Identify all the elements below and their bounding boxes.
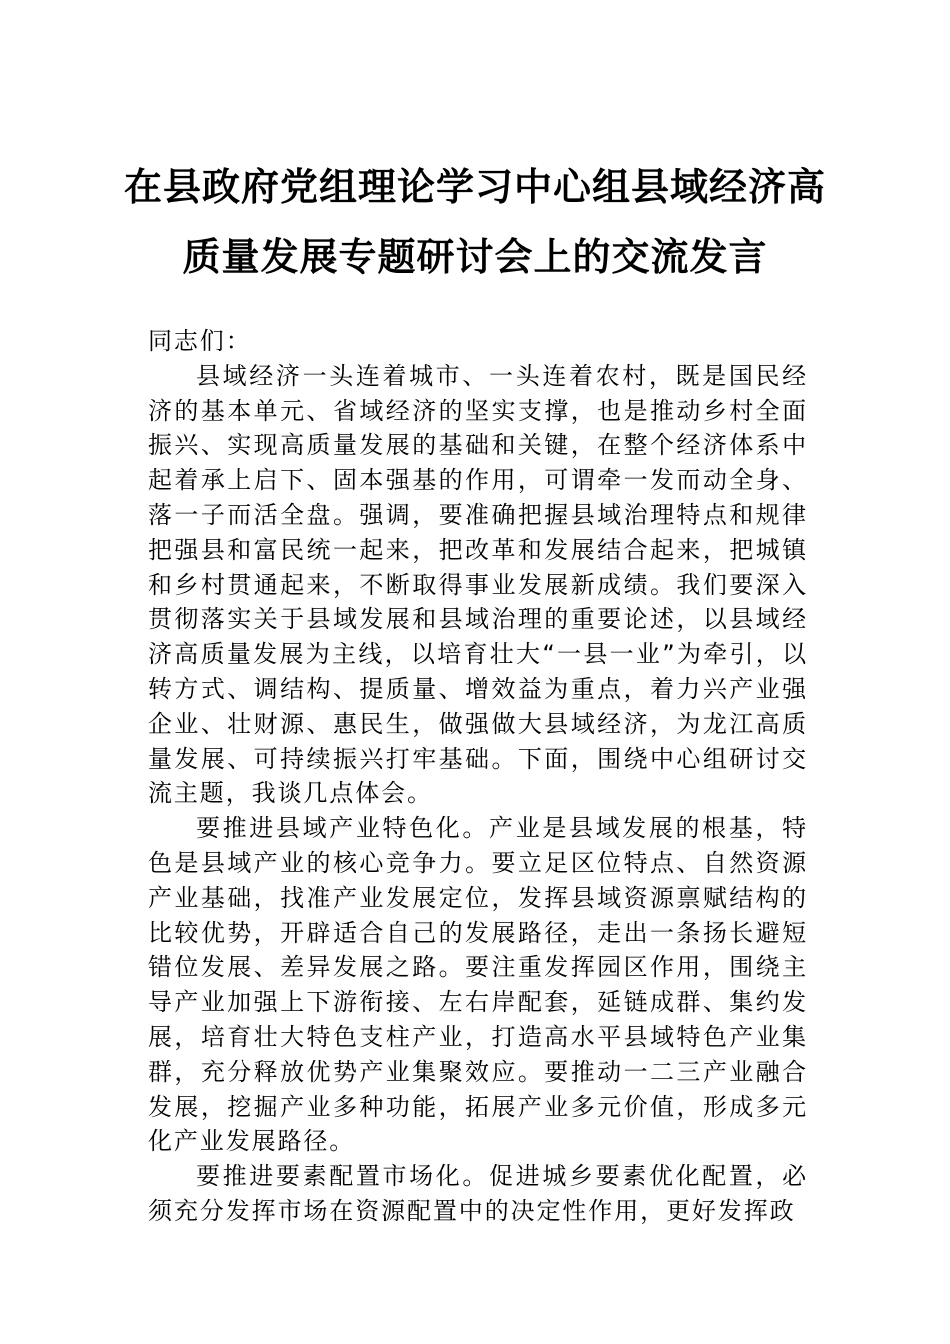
document-title (80, 152, 870, 292)
salutation: 同志们： (148, 327, 252, 355)
title-line-1: 在县政府党组理论学习中心组县域经济高 (123, 164, 826, 209)
title-line-2: 质量发展专题研讨会上的交流发言 (182, 234, 768, 279)
paragraph-intro: 县域经济一头连着城市、一头连着农村，既是国民经济的基本单元、省域经济的坚实支撑，也是推动乡村全面振兴、实现高质量发展的基础和关键，在整个经济体系中起着承上启下、固本强基的作用，可谓牵一发而动全身、落一子而活全盘。强调，要准确把握县域治理特点和规律把强县和富民统一起来，把改革和发展结合起来，把城镇和乡村贯通起来，不断取得事业发展新成绩。我们要深入贯彻落实关于县域发展和县域治理的重要论述，以县域经济高质量发展为主线，以培育壮大“一县一业”为牵引，以转方式、调结构、提质量、增效益为重点，着力兴产业强企业、壮财源、惠民生，做强做大县域经济，为龙江高质量发展、可持续振兴打牢基础。下面，围绕中心组研讨交流主题，我谈几点体会。 (148, 361, 808, 808)
paragraph-market: 要推进要素配置市场化。促进城乡要素优化配置，必须充分发挥市场在资源配置中的决定性作用，更好发挥政 (148, 1162, 808, 1225)
document-body (148, 324, 808, 1229)
paragraph-industry: 要推进县域产业特色化。产业是县域发展的根基，特色是县域产业的核心竞争力。要立足区位特点、自然资源产业基础，找准产业发展定位，发挥县域资源禀赋结构的比较优势，开辟适合自己的发展路径，走出一条扬长避短错位发展、差异发展之路。要注重发挥园区作用，围绕主导产业加强上下游衔接、左右岸配套，延链成群、集约发展，培育壮大特色支柱产业，打造高水平县域特色产业集群，充分释放优势产业集聚效应。要推动一二三产业融合发展，挖掘产业多种功能，拓展产业多元价值，形成多元化产业发展路径。 (148, 814, 808, 1156)
